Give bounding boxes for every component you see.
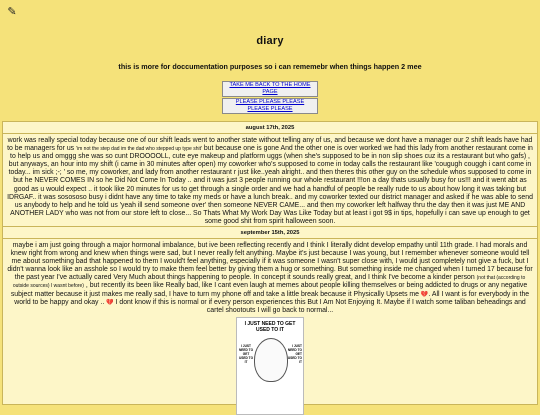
entry-text: work was really special today because one of our shift leads went to another state without telling any of us, and because we dont have a manager our 2 shift leads have had to be managers for us — [7, 137, 533, 153]
diary-entry — [2, 226, 538, 405]
entry-text: . All I want is for everybody in the world to be happy and okay .. — [14, 290, 530, 306]
page-title: diary — [256, 35, 284, 47]
diary-entry — [2, 121, 538, 227]
meme-left-text: I JUST NEED TO GET USED TO IT — [238, 343, 254, 364]
page-subtitle: this is more for doccumentation purposes so i can rememebr when things happen 2 mee — [118, 62, 422, 71]
pencil-icon: ✎ — [7, 6, 17, 18]
meme-image — [236, 317, 304, 415]
entry-text: I dont know if this is normal or if every person experiences this But I Am Not Enjoying It. Maybe if I watch some taliban beheadings and cartel shootouts I will go back to normal... — [113, 298, 526, 314]
meme-right-text: I JUST NEED TO GET USED TO IT — [287, 343, 302, 364]
entry-body — [3, 133, 537, 226]
entry-date: august 17th, 2025 — [245, 125, 295, 131]
please-button[interactable]: PLEASE PLEASE PLEASE PLEASE PLEASE — [222, 98, 318, 114]
entry-aside: 'im not the step dad im the dad who stepped up type shit' — [76, 146, 202, 153]
entry-text: but because one is gone And the other one is over worked we had this lady from another restaurant come in to help us and omggg she was so cunt DROOOOLL, cute eye makeup and platform uggs (when she's supposed to be in non slip shoes cuz its a restaurant but who gafs) , but anyways, an hour into my shift (i came in 30 minutes after open) my coworker who's supposed to come in today calls the restaurant like 'cougugh couggh i cant come in today... im sick ;-; ' so me, my coworker, and lady from another restaurant r just like..yeah alright.. and then theres this other guy on the schedule whos supposed to come in but he NEVER COMES IN so he Did Not Come In Today .. and it was just 3 people running our whole restaurant !!!on a day thats usually busy for us!!! and it went abt as good as u would expect .. it took like 20 minutes for us to get through a single order and we had a handful of people be really rude to us about how long it was taking but IDRGAF.. it was sosososo busy i didnt have any time to take my meds or have a lunch break.. and my coworker texted our district manager and asked if he was able to send us anybody to help and he told us 'yeah ill send someone over' then someone NEVER CAME... and then my coworker left halfway thru the day then it was just ME AND ANOTHER LADY who was not from our store left to close... So Thats What My Work Day Was Like Today but at least i got 9$ in tips, hopefully i can save up enough to get some good shit from spirit halloween soon. — [7, 145, 533, 225]
entry-text: maybe i am just going through a major hormonal imbalance, but ive been reflecting recently and I think I literally didnt develop empathy until 11th grade. I had morals and knew right from wrong and knew when things were sad, but I never really felt anything. Maybe it's just because I was young, but I remember whenever someone would tell me about something bad that happened to them I would't feel anything, especially if it was someone I wasn't super close with, I would just completely not give a fuck, but I didn't wanna look like an asshole so I would try to make them feel better by giving them a hug or something. But something inside me changed when I turned 17 because for the past year I've actually cared Very Much about things happening to people. In concept it sounds really great, and I think I've become a kinder person — [7, 242, 533, 282]
home-button[interactable]: TAKE ME BACK TO THE HOME PAGE — [222, 81, 318, 97]
broken-heart-icon: 💔 — [420, 291, 429, 298]
broken-heart-icon: 💔 — [106, 299, 114, 306]
meme-top-text: I JUST NEED TO GET USED TO IT — [244, 320, 296, 333]
entry-aside: (not that (according to outside sources) I wasnt before) — [12, 275, 526, 290]
nav-buttons — [0, 81, 540, 114]
entry-date: september 15th, 2025 — [240, 230, 300, 236]
meme-face — [254, 338, 288, 382]
entry-text: , but recently its been like Really bad, like I cant even laugh at memes about people killing themselves or being addicted to drugs or any negative subject matter because it just makes me really sad, I have to turn my phone off and take a little break because it Physically Upsets me — [10, 282, 528, 298]
entry-body — [3, 238, 537, 415]
